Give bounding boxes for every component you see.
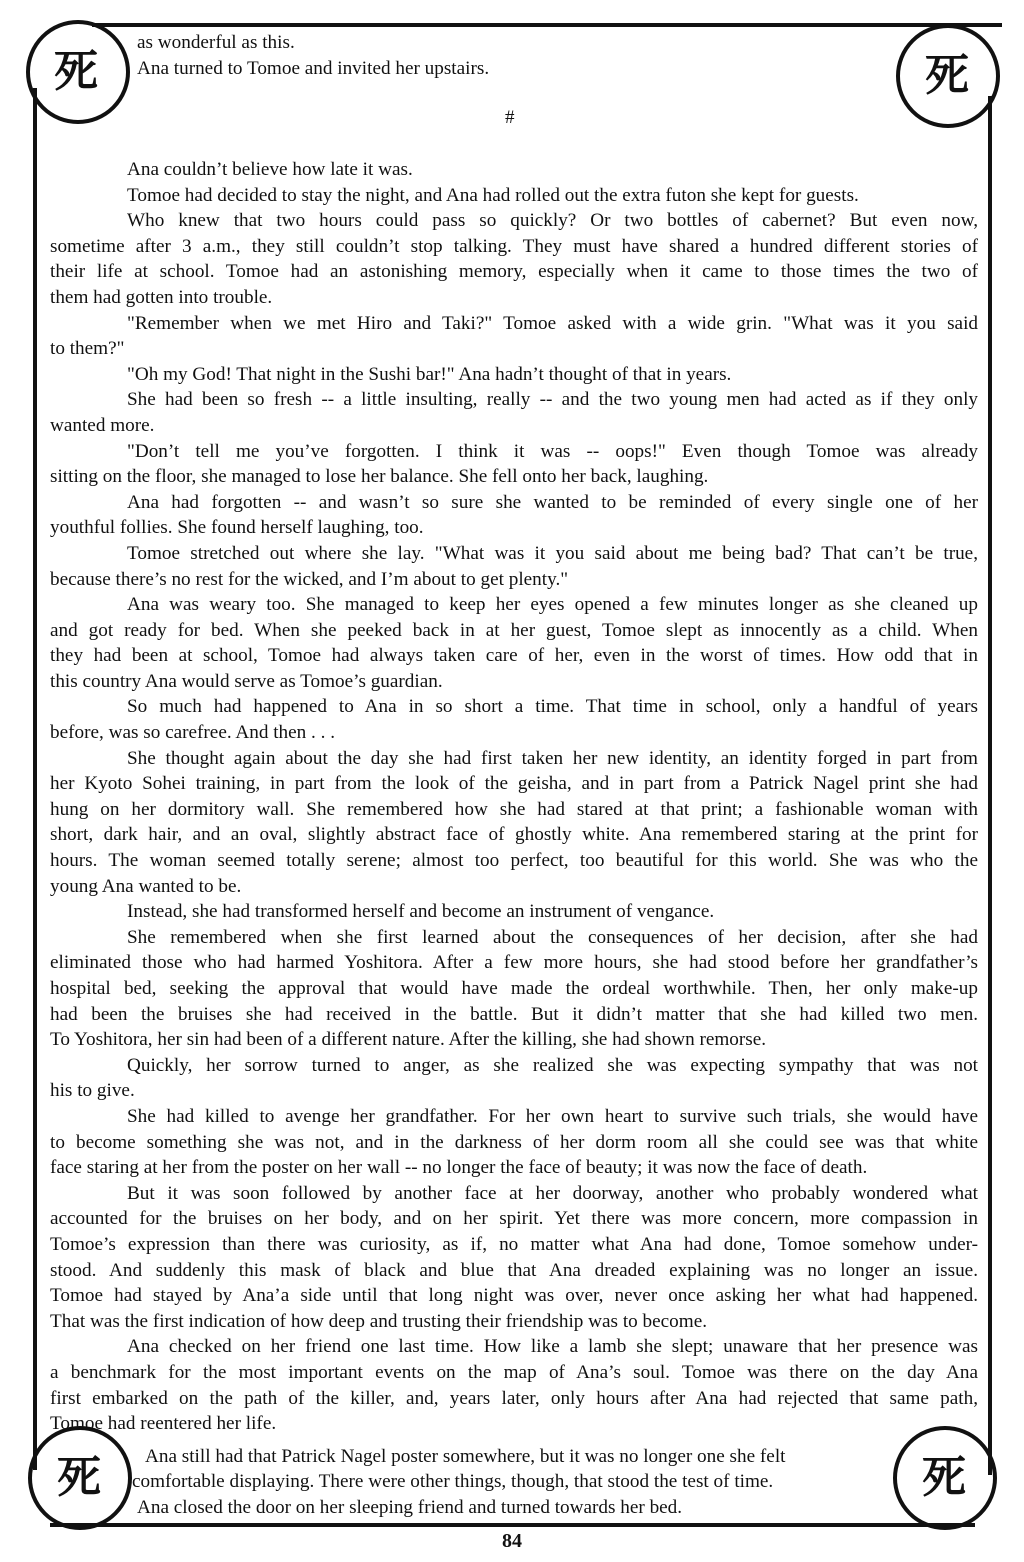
paragraph-line: and got ready for bed. When she peeked back in at her guest, Tomoe slept as innocently as a child. When: [50, 619, 978, 641]
paragraph-line: short, dark hair, and an oval, slightly abstract face of ghostly white. Ana remembered staring at the print for: [50, 824, 978, 846]
paragraph-line: to them?": [50, 338, 125, 360]
paragraph-line: wanted more.: [50, 414, 155, 436]
paragraph-line: She had killed to avenge her grandfather. For her own heart to survive such trials, she would have: [127, 1105, 978, 1127]
paragraph-line: "Oh my God! That night in the Sushi bar!" Ana hadn’t thought of that in years.: [127, 363, 732, 385]
paragraph-line: this country Ana would serve as Tomoe’s guardian.: [50, 670, 443, 692]
text-line: Ana still had that Patrick Nagel poster somewhere, but it was no longer one she felt: [145, 1446, 786, 1467]
paragraph-line: Tomoe had reentered her life.: [50, 1413, 277, 1435]
page-number: 84: [502, 1530, 522, 1552]
paragraph-line: face staring at her from the poster on her wall -- no longer the face of beauty; it was now the face of death.: [50, 1157, 868, 1179]
paragraph-line: Ana checked on her friend one last time. How like a lamb she slept; unaware that her presence was: [127, 1336, 978, 1358]
paragraph-line: accounted for the bruises on her body, and on her spirit. Yet there was more concern, more compassion in: [50, 1208, 978, 1230]
paragraph-line: hours. The woman seemed totally serene; almost too perfect, too beautiful for this world. She was who the: [50, 850, 978, 872]
paragraph-line: sometime after 3 a.m., they still couldn’t stop talking. They must have shared a hundred different stories of: [50, 235, 978, 257]
paragraph-line: stood. And suddenly this mask of black and blue that Ana dreaded explaining was no longer an issue.: [50, 1259, 978, 1281]
paragraph-line: That was the first indication of how deep and trusting their friendship was to become.: [50, 1310, 708, 1332]
death-kanji-ornament-bottom-right: 死: [922, 1452, 966, 1503]
paragraph-line: But it was soon followed by another face at her doorway, another who probably wondered what: [127, 1182, 978, 1204]
paragraph-line: To Yoshitora, her sin had been of a different nature. After the killing, she had shown remorse.: [50, 1029, 767, 1051]
text-line: comfortable displaying. There were other things, though, that stood the test of time.: [132, 1471, 774, 1492]
paragraph-line: hospital bed, seeking the approval that would have made the ordeal worthwhile. Then, her only make-up: [50, 978, 978, 999]
paragraph-line: them had gotten into trouble.: [50, 286, 273, 308]
paragraph-line: Ana had forgotten -- and wasn’t so sure she wanted to be reminded of every single one of her: [127, 491, 978, 513]
paragraph-line: first embarked on the path of the killer, and, years later, only hours after Ana had rejected that same path,: [50, 1387, 978, 1409]
paragraph-line: She thought again about the day she had first taken her new identity, an identity forged in part from: [127, 747, 978, 769]
scene-break: #: [505, 107, 515, 128]
paragraph-line: his to give.: [50, 1080, 135, 1102]
paragraph-line: to become something she was not, and in the darkness of her dorm room all she could see was that white: [50, 1131, 978, 1153]
paragraph-line: youthful follies. She found herself laughing, too.: [50, 517, 424, 539]
paragraph-line: She had been so fresh -- a little insulting, really -- and the two young men had acted as if they only: [127, 389, 978, 411]
paragraph-line: Tomoe stretched out where she lay. "What was it you said about me being bad? That can’t be true,: [127, 542, 978, 564]
paragraph-line: Ana couldn’t believe how late it was.: [127, 159, 413, 180]
death-kanji-ornament-top-right: 死: [925, 50, 969, 101]
paragraph-line: they had been at school, Tomoe had always taken care of her, even in the worst of times. How odd that in: [50, 645, 978, 667]
paragraph-line: her Kyoto Sohei training, in part from the look of the geisha, and in part from a Patrick Nagel print she had: [50, 773, 978, 795]
paragraph-line: before, was so carefree. And then . . .: [50, 722, 336, 744]
paragraph-line: Tomoe had decided to stay the night, and Ana had rolled out the extra futon she kept for guests.: [127, 184, 859, 206]
paragraph-line: "Remember when we met Hiro and Taki?" Tomoe asked with a wide grin. "What was it you said: [127, 312, 978, 334]
paragraph-line: eliminated those who had harmed Yoshitora. After a few more hours, she had stood before her grandfather’s: [50, 952, 978, 974]
paragraph-line: sitting on the floor, she managed to lose her balance. She fell onto her back, laughing.: [50, 466, 709, 488]
paragraph-line: Ana was weary too. She managed to keep her eyes opened a few minutes longer as she cleaned up: [127, 594, 978, 616]
text-line: Ana closed the door on her sleeping friend and turned towards her bed.: [137, 1497, 683, 1518]
paragraph-line: had been the bruises she had received in the battle. But it didn’t matter that she had killed two men.: [50, 1003, 978, 1025]
paragraph-line: So much had happened to Ana in so short a time. That time in school, only a handful of years: [127, 696, 978, 718]
paragraph-line: a benchmark for the most important events on the map of Ana’s soul. Tomoe was there on the day Ana: [50, 1361, 978, 1383]
paragraph-line: Tomoe had stayed by Ana’a side until that long night was over, never once asking her what had happened.: [50, 1285, 978, 1307]
paragraph-line: their life at school. Tomoe had an astonishing memory, especially when it came to those times the two of: [50, 261, 978, 283]
paragraph-line: young Ana wanted to be.: [50, 875, 242, 897]
paragraph-line: Who knew that two hours could pass so quickly? Or two bottles of cabernet? But even now,: [127, 210, 978, 232]
body-text: [50, 157, 978, 1437]
paragraph-line: Instead, she had transformed herself and become an instrument of vengance.: [127, 901, 715, 923]
paragraph-line: hung on her dormitory wall. She remembered how she had stared at that print; a fashionable woman with: [50, 798, 978, 820]
text-line: as wonderful as this.: [137, 32, 295, 53]
paragraph-line: Tomoe’s expression than there was curiosity, as if, no matter what Ana had done, Tomoe somehow under-: [50, 1233, 978, 1255]
paragraph-line: "Don’t tell me you’ve forgotten. I think it was -- oops!" Even though Tomoe was already: [127, 440, 978, 462]
text-line: Ana turned to Tomoe and invited her upstairs.: [137, 58, 490, 79]
paragraph-line: Quickly, her sorrow turned to anger, as she realized she was expecting sympathy that was not: [127, 1054, 978, 1076]
paragraph-line: because there’s no rest for the wicked, and I’m about to get plenty.": [50, 568, 569, 590]
death-kanji-ornament-top-left: 死: [54, 46, 98, 97]
death-kanji-ornament-bottom-left: 死: [57, 1452, 101, 1503]
paragraph-line: She remembered when she first learned about the consequences of her decision, after she had: [127, 926, 978, 948]
